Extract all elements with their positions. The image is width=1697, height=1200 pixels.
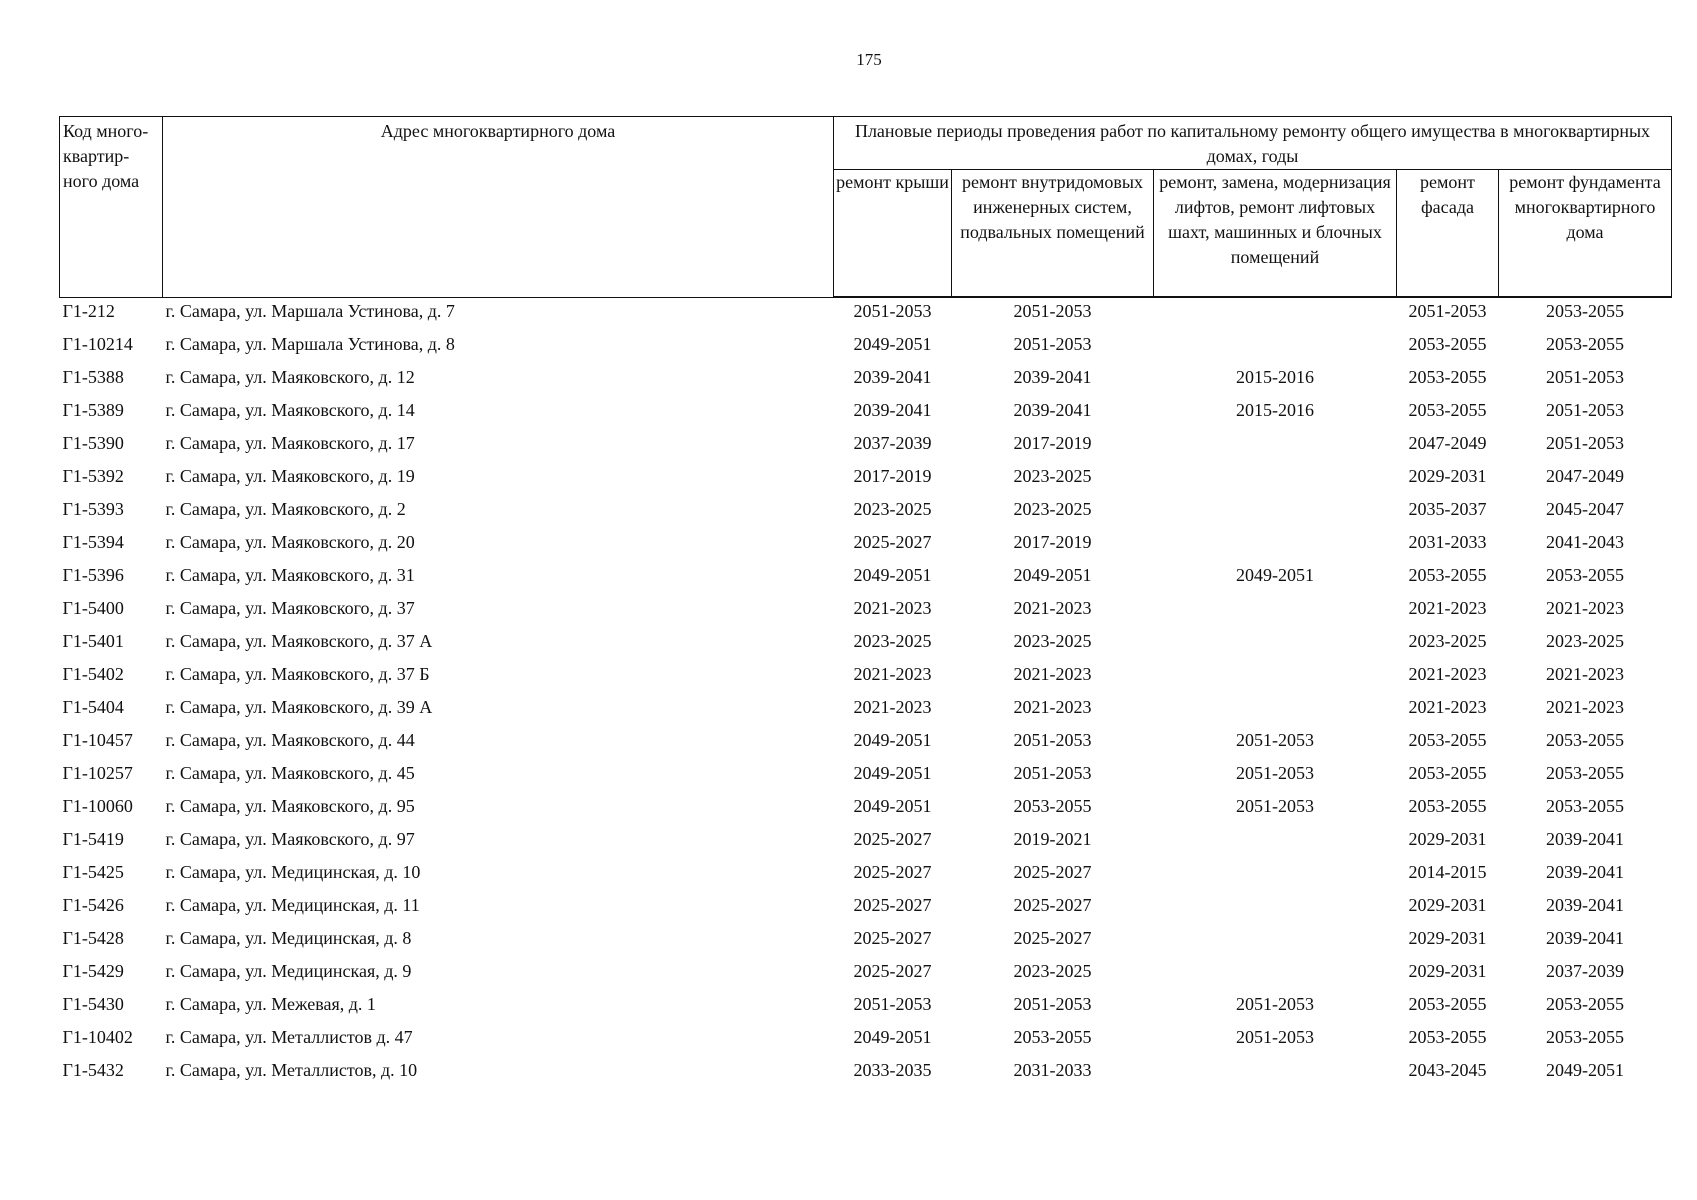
cell-address: г. Самара, ул. Маршала Устинова, д. 7 bbox=[165, 300, 455, 321]
table-row bbox=[60, 958, 1672, 991]
cell-foundation: 2023-2025 bbox=[1546, 631, 1624, 651]
cell-address: г. Самара, ул. Медицинская, д. 10 bbox=[165, 862, 421, 882]
capital-repair-table bbox=[59, 116, 1672, 1090]
cell-address: г. Самара, ул. Маяковского, д. 20 bbox=[165, 532, 415, 552]
cell-code: Г1-5426 bbox=[62, 895, 124, 915]
cell-roof: 2023-2025 bbox=[853, 499, 932, 519]
cell-foundation: 2039-2041 bbox=[1546, 895, 1624, 915]
cell-roof: 2051-2053 bbox=[853, 301, 932, 321]
cell-lifts bbox=[1154, 430, 1397, 463]
cell-facade: 2023-2025 bbox=[1408, 631, 1487, 651]
cell-facade: 2053-2055 bbox=[1408, 796, 1487, 816]
cell-foundation: 2053-2055 bbox=[1546, 994, 1624, 1014]
cell-engineering: 2023-2025 bbox=[1013, 499, 1092, 519]
cell-engineering: 2051-2053 bbox=[1013, 994, 1092, 1014]
cell-address: г. Самара, ул. Медицинская, д. 9 bbox=[165, 961, 412, 981]
table-header bbox=[60, 117, 1672, 298]
cell-code: Г1-5401 bbox=[62, 631, 124, 651]
cell-engineering: 2021-2023 bbox=[1013, 598, 1092, 618]
cell-code: Г1-10257 bbox=[62, 763, 133, 783]
cell-engineering: 2049-2051 bbox=[1013, 565, 1092, 585]
cell-code: Г1-5390 bbox=[62, 433, 124, 453]
cell-lifts bbox=[1154, 694, 1397, 727]
cell-roof: 2039-2041 bbox=[853, 367, 932, 387]
cell-address: г. Самара, ул. Маяковского, д. 12 bbox=[165, 367, 415, 387]
cell-foundation: 2053-2055 bbox=[1546, 334, 1624, 354]
cell-code: Г1-5425 bbox=[62, 862, 124, 882]
header-lifts: ремонт, замена, модернизация лифтов, ремонт лифтовых шахт, машинных и блочных помещений bbox=[1154, 170, 1397, 298]
cell-address: г. Самара, ул. Медицинская, д. 8 bbox=[165, 928, 412, 948]
cell-roof: 2017-2019 bbox=[853, 466, 932, 486]
cell-code: Г1-5400 bbox=[62, 598, 124, 618]
table-row bbox=[60, 1024, 1672, 1057]
cell-lifts: 2051-2053 bbox=[1236, 1027, 1314, 1047]
table-row bbox=[60, 628, 1672, 661]
cell-engineering: 2021-2023 bbox=[1013, 664, 1092, 684]
cell-engineering: 2017-2019 bbox=[1013, 433, 1092, 453]
cell-engineering: 2025-2027 bbox=[1013, 862, 1092, 882]
cell-roof: 2025-2027 bbox=[853, 862, 932, 882]
cell-engineering: 2039-2041 bbox=[1013, 367, 1092, 387]
cell-code: Г1-5392 bbox=[62, 466, 124, 486]
cell-address: г. Самара, ул. Маяковского, д. 44 bbox=[165, 730, 415, 750]
cell-roof: 2025-2027 bbox=[853, 961, 932, 981]
cell-code: Г1-5428 bbox=[62, 928, 124, 948]
cell-lifts bbox=[1154, 529, 1397, 562]
cell-lifts: 2051-2053 bbox=[1236, 763, 1314, 783]
cell-lifts: 2049-2051 bbox=[1236, 565, 1314, 585]
cell-roof: 2021-2023 bbox=[853, 697, 932, 717]
cell-roof: 2049-2051 bbox=[853, 796, 932, 816]
cell-foundation: 2053-2055 bbox=[1546, 730, 1624, 750]
cell-foundation: 2045-2047 bbox=[1546, 499, 1624, 519]
table-row bbox=[60, 331, 1672, 364]
cell-engineering: 2039-2041 bbox=[1013, 400, 1092, 420]
cell-foundation: 2037-2039 bbox=[1546, 961, 1624, 981]
cell-foundation: 2021-2023 bbox=[1546, 598, 1624, 618]
cell-roof: 2039-2041 bbox=[853, 400, 932, 420]
cell-lifts bbox=[1154, 826, 1397, 859]
cell-facade: 2029-2031 bbox=[1408, 466, 1487, 486]
cell-engineering: 2051-2053 bbox=[1013, 763, 1092, 783]
cell-facade: 2053-2055 bbox=[1408, 400, 1487, 420]
cell-roof: 2049-2051 bbox=[853, 1027, 932, 1047]
cell-facade: 2053-2055 bbox=[1408, 730, 1487, 750]
cell-foundation: 2047-2049 bbox=[1546, 466, 1624, 486]
cell-lifts bbox=[1154, 925, 1397, 958]
cell-lifts bbox=[1154, 661, 1397, 694]
cell-lifts bbox=[1154, 1057, 1397, 1090]
cell-foundation: 2041-2043 bbox=[1546, 532, 1624, 552]
table-row bbox=[60, 1057, 1672, 1090]
cell-roof: 2023-2025 bbox=[853, 631, 932, 651]
cell-address: г. Самара, ул. Маяковского, д. 95 bbox=[165, 796, 415, 816]
cell-foundation: 2039-2041 bbox=[1546, 829, 1624, 849]
cell-engineering: 2051-2053 bbox=[1013, 301, 1092, 321]
cell-facade: 2021-2023 bbox=[1408, 598, 1487, 618]
header-address: Адрес многоквартирного дома bbox=[163, 117, 834, 298]
cell-foundation: 2053-2055 bbox=[1546, 301, 1624, 321]
cell-engineering: 2023-2025 bbox=[1013, 466, 1092, 486]
cell-roof: 2025-2027 bbox=[853, 829, 932, 849]
cell-facade: 2053-2055 bbox=[1408, 367, 1487, 387]
cell-code: Г1-5402 bbox=[62, 664, 124, 684]
cell-code: Г1-10214 bbox=[62, 334, 133, 354]
cell-foundation: 2021-2023 bbox=[1546, 697, 1624, 717]
cell-lifts bbox=[1154, 463, 1397, 496]
cell-roof: 2021-2023 bbox=[853, 664, 932, 684]
cell-code: Г1-5432 bbox=[62, 1060, 124, 1080]
table-body bbox=[60, 297, 1672, 1090]
cell-code: Г1-5388 bbox=[62, 367, 124, 387]
cell-facade: 2035-2037 bbox=[1408, 499, 1487, 519]
cell-roof: 2025-2027 bbox=[853, 928, 932, 948]
table-row bbox=[60, 529, 1672, 562]
cell-address: г. Самара, ул. Маяковского, д. 37 bbox=[165, 598, 415, 618]
cell-roof: 2049-2051 bbox=[853, 730, 932, 750]
cell-facade: 2053-2055 bbox=[1408, 763, 1487, 783]
cell-address: г. Самара, ул. Маяковского, д. 19 bbox=[165, 466, 415, 486]
cell-roof: 2025-2027 bbox=[853, 532, 932, 552]
header-facade: ремонт фасада bbox=[1397, 170, 1499, 298]
cell-facade: 2053-2055 bbox=[1408, 565, 1487, 585]
table-row bbox=[60, 826, 1672, 859]
header-engineering: ремонт внутридомовых инженерных систем, подвальных помещений bbox=[952, 170, 1154, 298]
cell-code: Г1-5404 bbox=[62, 697, 124, 717]
cell-address: г. Самара, ул. Маяковского, д. 31 bbox=[165, 565, 415, 585]
cell-lifts bbox=[1154, 595, 1397, 628]
cell-foundation: 2021-2023 bbox=[1546, 664, 1624, 684]
cell-facade: 2053-2055 bbox=[1408, 1027, 1487, 1047]
cell-roof: 2025-2027 bbox=[853, 895, 932, 915]
cell-lifts: 2051-2053 bbox=[1236, 796, 1314, 816]
page-number: 175 bbox=[856, 50, 882, 69]
cell-lifts bbox=[1154, 859, 1397, 892]
table-row bbox=[60, 859, 1672, 892]
cell-lifts bbox=[1154, 496, 1397, 529]
header-code: Код много-квартир-ного дома bbox=[60, 117, 163, 298]
header-plan-group: Плановые периоды проведения работ по капитальному ремонту общего имущества в многоквартирных домах, годы bbox=[834, 117, 1672, 170]
cell-lifts bbox=[1154, 958, 1397, 991]
cell-lifts: 2051-2053 bbox=[1236, 730, 1314, 750]
table-row bbox=[60, 661, 1672, 694]
cell-facade: 2051-2053 bbox=[1408, 301, 1487, 321]
table-row bbox=[60, 397, 1672, 430]
cell-address: г. Самара, ул. Маяковского, д. 45 bbox=[165, 763, 415, 783]
cell-engineering: 2031-2033 bbox=[1013, 1060, 1092, 1080]
cell-lifts bbox=[1154, 628, 1397, 661]
cell-lifts bbox=[1154, 892, 1397, 925]
cell-foundation: 2051-2053 bbox=[1546, 367, 1624, 387]
cell-code: Г1-10402 bbox=[62, 1027, 133, 1047]
cell-address: г. Самара, ул. Маяковского, д. 39 А bbox=[165, 697, 433, 717]
cell-roof: 2037-2039 bbox=[853, 433, 932, 453]
cell-facade: 2053-2055 bbox=[1408, 334, 1487, 354]
cell-code: Г1-5429 bbox=[62, 961, 124, 981]
cell-engineering: 2019-2021 bbox=[1013, 829, 1092, 849]
header-foundation: ремонт фундамента многоквартирного дома bbox=[1499, 170, 1672, 298]
cell-roof: 2049-2051 bbox=[853, 334, 932, 354]
cell-code: Г1-5389 bbox=[62, 400, 124, 420]
cell-facade: 2029-2031 bbox=[1408, 829, 1487, 849]
cell-address: г. Самара, ул. Маяковского, д. 37 Б bbox=[165, 664, 430, 684]
cell-foundation: 2051-2053 bbox=[1546, 400, 1624, 420]
table-row bbox=[60, 297, 1672, 331]
cell-roof: 2049-2051 bbox=[853, 565, 932, 585]
table-row bbox=[60, 793, 1672, 826]
cell-facade: 2047-2049 bbox=[1408, 433, 1487, 453]
cell-facade: 2014-2015 bbox=[1408, 862, 1487, 882]
table-row bbox=[60, 727, 1672, 760]
cell-lifts: 2015-2016 bbox=[1236, 367, 1314, 387]
cell-facade: 2053-2055 bbox=[1408, 994, 1487, 1014]
cell-engineering: 2017-2019 bbox=[1013, 532, 1092, 552]
cell-address: г. Самара, ул. Маршала Устинова, д. 8 bbox=[165, 334, 455, 354]
cell-code: Г1-5394 bbox=[62, 532, 124, 552]
cell-engineering: 2025-2027 bbox=[1013, 928, 1092, 948]
table-row bbox=[60, 496, 1672, 529]
cell-roof: 2049-2051 bbox=[853, 763, 932, 783]
cell-address: г. Самара, ул. Маяковского, д. 37 А bbox=[165, 631, 433, 651]
cell-foundation: 2051-2053 bbox=[1546, 433, 1624, 453]
table-row bbox=[60, 892, 1672, 925]
cell-facade: 2031-2033 bbox=[1408, 532, 1487, 552]
table-row bbox=[60, 694, 1672, 727]
cell-lifts: 2051-2053 bbox=[1236, 994, 1314, 1014]
cell-code: Г1-212 bbox=[62, 300, 115, 321]
cell-code: Г1-10457 bbox=[62, 730, 133, 750]
table-row bbox=[60, 760, 1672, 793]
table-row bbox=[60, 463, 1672, 496]
cell-address: г. Самара, ул. Металлистов, д. 10 bbox=[165, 1060, 418, 1080]
cell-foundation: 2053-2055 bbox=[1546, 565, 1624, 585]
cell-facade: 2043-2045 bbox=[1408, 1060, 1487, 1080]
cell-engineering: 2023-2025 bbox=[1013, 631, 1092, 651]
cell-foundation: 2039-2041 bbox=[1546, 862, 1624, 882]
cell-engineering: 2051-2053 bbox=[1013, 334, 1092, 354]
cell-code: Г1-10060 bbox=[62, 796, 133, 816]
cell-engineering: 2023-2025 bbox=[1013, 961, 1092, 981]
cell-address: г. Самара, ул. Маяковского, д. 2 bbox=[165, 499, 406, 519]
cell-engineering: 2025-2027 bbox=[1013, 895, 1092, 915]
cell-foundation: 2039-2041 bbox=[1546, 928, 1624, 948]
cell-engineering: 2053-2055 bbox=[1013, 796, 1092, 816]
cell-lifts bbox=[1154, 331, 1397, 364]
header-roof: ремонт крыши bbox=[834, 170, 952, 298]
cell-roof: 2021-2023 bbox=[853, 598, 932, 618]
cell-lifts: 2015-2016 bbox=[1236, 400, 1314, 420]
cell-code: Г1-5393 bbox=[62, 499, 124, 519]
cell-foundation: 2053-2055 bbox=[1546, 1027, 1624, 1047]
cell-roof: 2051-2053 bbox=[853, 994, 932, 1014]
cell-foundation: 2053-2055 bbox=[1546, 796, 1624, 816]
cell-address: г. Самара, ул. Маяковского, д. 14 bbox=[165, 400, 415, 420]
cell-facade: 2021-2023 bbox=[1408, 664, 1487, 684]
cell-facade: 2029-2031 bbox=[1408, 961, 1487, 981]
cell-roof: 2033-2035 bbox=[853, 1060, 932, 1080]
cell-engineering: 2021-2023 bbox=[1013, 697, 1092, 717]
cell-foundation: 2053-2055 bbox=[1546, 763, 1624, 783]
cell-address: г. Самара, ул. Медицинская, д. 11 bbox=[165, 895, 420, 915]
table-row bbox=[60, 430, 1672, 463]
cell-address: г. Самара, ул. Маяковского, д. 17 bbox=[165, 433, 415, 453]
cell-foundation: 2049-2051 bbox=[1546, 1060, 1624, 1080]
cell-code: Г1-5430 bbox=[62, 994, 124, 1014]
cell-address: г. Самара, ул. Межевая, д. 1 bbox=[165, 994, 376, 1014]
cell-engineering: 2053-2055 bbox=[1013, 1027, 1092, 1047]
table-row bbox=[60, 562, 1672, 595]
cell-facade: 2029-2031 bbox=[1408, 928, 1487, 948]
table-row bbox=[60, 991, 1672, 1024]
cell-address: г. Самара, ул. Металлистов д. 47 bbox=[165, 1027, 413, 1047]
cell-lifts bbox=[1154, 297, 1397, 331]
table-row bbox=[60, 925, 1672, 958]
cell-engineering: 2051-2053 bbox=[1013, 730, 1092, 750]
table-row bbox=[60, 595, 1672, 628]
cell-facade: 2029-2031 bbox=[1408, 895, 1487, 915]
cell-code: Г1-5396 bbox=[62, 565, 124, 585]
cell-code: Г1-5419 bbox=[62, 829, 124, 849]
table-row bbox=[60, 364, 1672, 397]
cell-facade: 2021-2023 bbox=[1408, 697, 1487, 717]
cell-address: г. Самара, ул. Маяковского, д. 97 bbox=[165, 829, 415, 849]
